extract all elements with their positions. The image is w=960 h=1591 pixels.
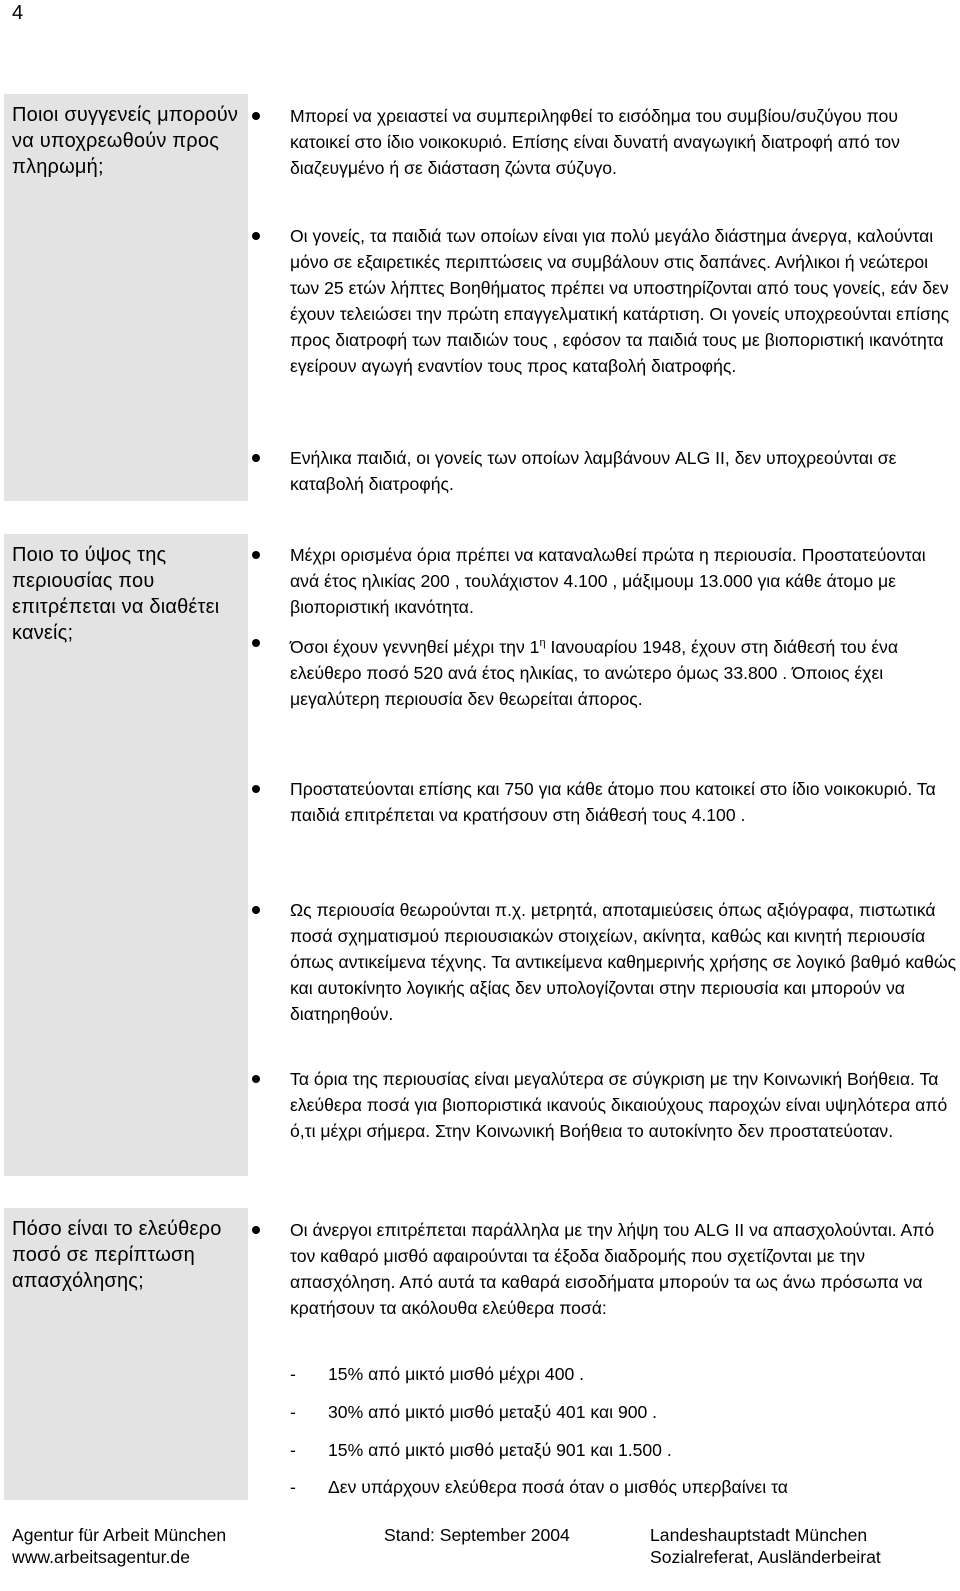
- bullet-icon: [252, 1075, 260, 1083]
- question-relatives: [4, 94, 248, 501]
- question-earnings-allowance: [4, 1208, 248, 1500]
- question-text: Ποιοι συγγενείς μπορούν να υποχρεωθούν προς πληρωμή;: [12, 104, 239, 178]
- bullet-icon: [252, 551, 260, 559]
- bullet-icon: [252, 454, 260, 462]
- footer-left: Agentur für Arbeit München www.arbeitsagentur.de: [12, 1525, 227, 1567]
- footer-date: Stand: September 2004: [384, 1525, 570, 1545]
- page-number: 4: [12, 2, 24, 24]
- bullet-icon: [252, 112, 260, 120]
- footer-link[interactable]: www.arbeitsagentur.de: [12, 1547, 190, 1567]
- bullet-icon: [252, 906, 260, 914]
- footer-right: Landeshauptstadt München Sozialreferat, Ausländerbeirat: [650, 1525, 881, 1567]
- bullet-icon: [252, 639, 260, 647]
- question-assets: [4, 534, 248, 1176]
- bullet-icon: [252, 1226, 260, 1234]
- bullet-icon: [252, 232, 260, 240]
- question-text: Ποιο το ύψος της περιουσίας που επιτρέπεται να διαθέτει κανείς;: [12, 544, 220, 644]
- bullet-icon: [252, 785, 260, 793]
- question-text: Πόσο είναι το ελεύθερο ποσό σε περίπτωση απασχόλησης;: [12, 1218, 222, 1292]
